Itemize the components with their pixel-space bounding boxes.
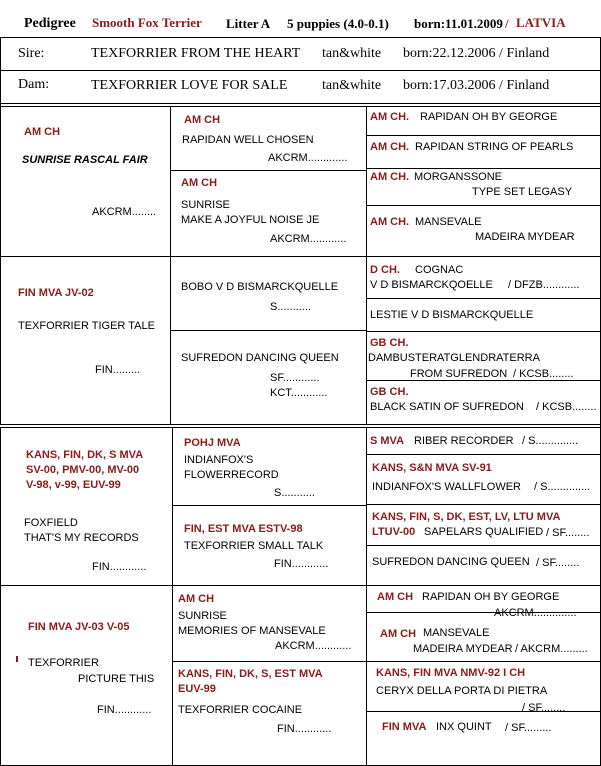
dam-birth: born:17.03.2006 / Finland [403, 78, 550, 93]
dam-dam-name: TEXFORRIER [28, 657, 99, 669]
great-grandparent-name: BLACK SATIN OF SUFREDON [370, 401, 524, 413]
dam-sire-titles: KANS, FIN, DK, S MVA [26, 449, 144, 461]
great-grandparent-titles: FIN MVA [382, 721, 427, 733]
great-grandparent-name-line2: MADEIRA MYDEAR [413, 643, 513, 655]
dam-sire-titles-line3: V-98, v-99, EUV-99 [26, 479, 121, 491]
sire-name: SUNRISE RASCAL FAIR [22, 154, 148, 166]
divider [0, 427, 1, 766]
dam-label: Dam: [18, 77, 50, 92]
great-grandparent-reg: / KCSB........ [536, 401, 597, 413]
divider [0, 103, 601, 104]
great-grandparent-titles: GB CH. [370, 386, 409, 398]
divider [0, 106, 601, 107]
divider [172, 505, 367, 506]
sire-reg: AKCRM........ [92, 206, 157, 218]
divider [0, 37, 601, 38]
dam-dam-name-line2: PICTURE THIS [78, 673, 155, 685]
divider [366, 331, 601, 332]
sire-dam-name-line2: MAKE A JOYFUL NOISE JE [181, 214, 320, 226]
great-grandparent-name: LESTIE V D BISMARCKQUELLE [370, 309, 534, 321]
great-grandparent-name: MORGANSSONE [414, 171, 503, 183]
great-grandparent-reg: / S.............. [522, 435, 579, 447]
great-grandparent-name: DAMBUSTERATGLENDRATERRA [368, 352, 540, 364]
grandparent-name: TEXFORRIER COCAINE [178, 704, 303, 716]
divider [366, 427, 367, 766]
dam-sire-reg: FIN............ [92, 561, 147, 573]
divider [0, 70, 601, 71]
great-grandparent-reg: / KCSB........ [513, 368, 574, 380]
great-grandparent-titles: KANS, S&N MVA SV-91 [372, 462, 492, 474]
country-name: LATVIA [516, 15, 566, 30]
divider [366, 711, 601, 712]
dam-color: tan&white [322, 78, 382, 93]
great-grandparent-name-line2: TYPE SET LEGASY [472, 186, 573, 198]
divider [366, 545, 601, 546]
great-grandparent-reg: / DFZB............ [508, 279, 580, 291]
divider [0, 427, 601, 428]
great-grandparent-reg: / SF........ [536, 557, 580, 569]
puppy-count: 5 puppies (4.0-0.1) [287, 16, 389, 31]
great-grandparent-name: CERYX DELLA PORTA DI PIETRA [376, 685, 548, 697]
sire-dam-name: SUNRISE [181, 199, 230, 211]
great-grandparent-name: INX QUINT [436, 721, 492, 733]
divider [0, 424, 601, 425]
great-grandparent-reg: / SF........ [522, 702, 566, 714]
grandparent-name-line2: MEMORIES OF MANSEVALE [178, 625, 326, 637]
great-grandparent-name: RIBER RECORDER [414, 435, 514, 447]
grandparent-reg: S........... [270, 301, 311, 313]
divider [366, 298, 601, 299]
divider [0, 256, 601, 257]
great-grandparent-name: MANSEVALE [423, 627, 490, 639]
great-grandparent-reg: AKCRM.............. [494, 607, 577, 619]
sire-dam-titles: AM CH [181, 177, 218, 189]
great-grandparent-titles: AM CH [380, 628, 417, 640]
dam-dam-titles: FIN MVA JV-03 V-05 [28, 621, 130, 633]
great-grandparent-titles: AM CH [377, 591, 414, 603]
great-grandparent-reg: / S.............. [534, 481, 591, 493]
grandparent-reg: SF............ [270, 372, 320, 384]
grandparent-titles: POHJ MVA [184, 437, 241, 449]
mark [16, 656, 18, 662]
great-grandparent-name: RAPIDAN OH BY GEORGE [422, 591, 560, 603]
great-grandparent-name: RAPIDAN STRING OF PEARLS [415, 141, 574, 153]
sire-titles: AM CH [24, 126, 61, 138]
great-grandparent-titles: KANS, FIN MVA NMV-92 I CH [376, 667, 526, 679]
great-grandparent-reg: / AKCRM......... [515, 643, 588, 655]
litter-name: Litter A [226, 16, 271, 31]
great-grandparent-titles: AM CH. [370, 216, 410, 228]
sire-sire-reg: AKCRM............. [268, 152, 348, 164]
great-grandparent-titles: AM CH. [370, 111, 410, 123]
grandparent-name: TEXFORRIER SMALL TALK [184, 540, 324, 552]
grandparent-reg-line2: KCT............ [270, 387, 328, 399]
divider [366, 504, 601, 505]
great-grandparent-name: SAPELARS QUALIFIED [424, 526, 544, 538]
sire-dam-line-reg: FIN......... [95, 364, 141, 376]
sire-color: tan&white [322, 46, 382, 61]
sire-name: TEXFORRIER FROM THE HEART [91, 46, 301, 61]
sire-dam-reg: AKCRM............ [270, 233, 347, 245]
great-grandparent-titles: AM CH. [370, 141, 410, 153]
grandparent-titles: FIN, EST MVA ESTV-98 [184, 523, 303, 535]
great-grandparent-name: COGNAC [415, 264, 464, 276]
great-grandparent-name-line2: FROM SUFREDON [410, 368, 508, 380]
great-grandparent-reg: / SF......... [505, 722, 552, 734]
divider [170, 330, 367, 331]
great-grandparent-name: MANSEVALE [415, 216, 482, 228]
grandparent-reg: AKCRM............ [275, 640, 352, 652]
great-grandparent-name-line2: MADEIRA MYDEAR [475, 231, 575, 243]
sire-dam-line-titles: FIN MVA JV-02 [18, 287, 94, 299]
divider [366, 135, 601, 136]
divider [0, 585, 601, 586]
great-grandparent-titles: S MVA [370, 435, 405, 447]
grandparent-titles: AM CH [178, 593, 215, 605]
dam-name: TEXFORRIER LOVE FOR SALE [91, 78, 288, 93]
litter-birthdate: born:11.01.2009 [414, 16, 503, 31]
great-grandparent-name-line2: V D BISMARCKQOELLE [370, 279, 493, 291]
divider [170, 170, 367, 171]
sire-sire-name: RAPIDAN WELL CHOSEN [182, 134, 314, 146]
great-grandparent-reg: / SF........ [546, 527, 590, 539]
great-grandparent-name: RAPIDAN OH BY GEORGE [420, 111, 558, 123]
grandparent-name-line2: FLOWERRECORD [184, 469, 279, 481]
divider [172, 427, 173, 766]
grandparent-name: INDIANFOX'S [184, 454, 254, 466]
divider [366, 661, 601, 662]
grandparent-name: SUFREDON DANCING QUEEN [181, 352, 339, 364]
sire-sire-titles: AM CH [184, 114, 221, 126]
divider [0, 106, 1, 424]
divider [172, 661, 367, 662]
divider [366, 106, 367, 424]
great-grandparent-titles: AM CH. [370, 171, 410, 183]
dam-sire-titles-line2: SV-00, PMV-00, MV-00 [26, 464, 140, 476]
grandparent-reg: FIN............ [274, 558, 329, 570]
divider [366, 205, 601, 206]
great-grandparent-name: INDIANFOX'S WALLFLOWER [372, 481, 521, 493]
grandparent-reg: FIN............ [277, 723, 332, 735]
header-separator: / [505, 16, 509, 31]
great-grandparent-name: SUFREDON DANCING QUEEN [372, 556, 530, 568]
great-grandparent-titles: KANS, FIN, S, DK, EST, LV, LTU MVA [372, 511, 561, 523]
sire-dam-line-name: TEXFORRIER TIGER TALE [18, 320, 155, 332]
divider [0, 37, 1, 107]
grandparent-name: BOBO V D BISMARCKQUELLE [181, 281, 339, 293]
grandparent-titles: KANS, FIN, DK, S, EST MVA [178, 668, 323, 680]
grandparent-reg: S........... [274, 487, 315, 499]
grandparent-name: SUNRISE [178, 610, 227, 622]
great-grandparent-titles-line2: LTUV-00 [372, 526, 416, 538]
dam-sire-name: FOXFIELD [24, 517, 78, 529]
breed-name: Smooth Fox Terrier [92, 15, 202, 30]
divider [366, 380, 601, 381]
sire-label: Sire: [18, 46, 45, 61]
divider [366, 168, 601, 169]
dam-sire-name-line2: THAT'S MY RECORDS [24, 532, 139, 544]
great-grandparent-titles: D CH. [370, 264, 400, 276]
pedigree-label: Pedigree [24, 16, 76, 31]
dam-dam-reg: FIN............ [97, 704, 152, 716]
divider [366, 454, 601, 455]
divider [170, 106, 171, 424]
sire-birth: born:22.12.2006 / Finland [403, 46, 550, 61]
great-grandparent-titles: GB CH. [370, 337, 409, 349]
grandparent-titles-line2: EUV-99 [178, 683, 216, 695]
